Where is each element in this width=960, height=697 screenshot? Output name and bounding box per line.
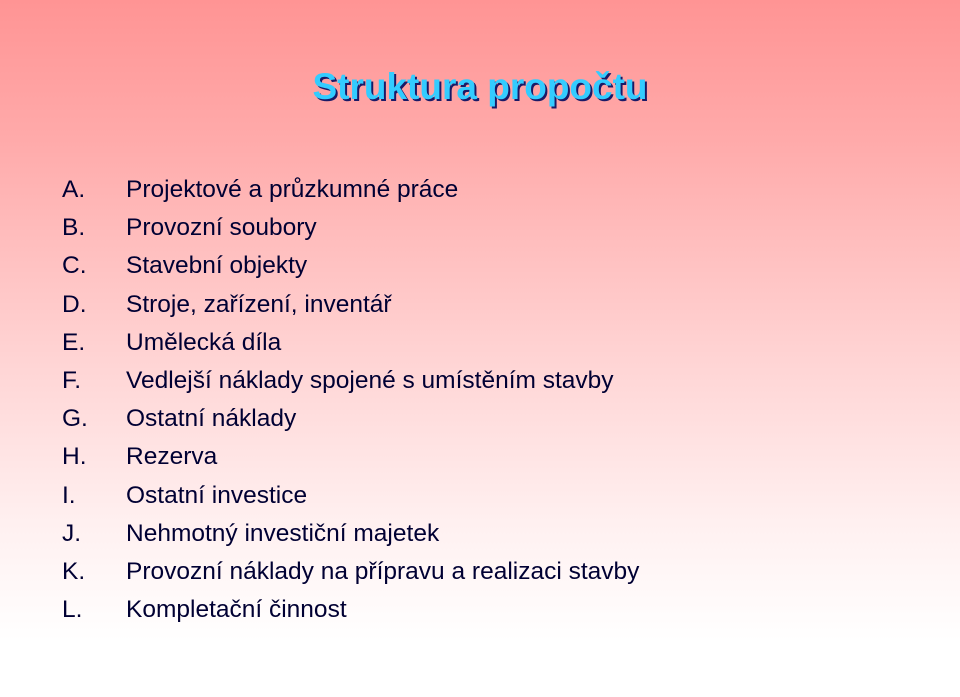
slide-title: Struktura propočtu — [312, 66, 648, 107]
list-item-letter: J. — [62, 519, 82, 547]
list-item-text: Provozní náklady na přípravu a realizaci stavby — [126, 557, 640, 585]
list-item-text: Ostatní investice — [126, 481, 308, 509]
list-item-letter: L. — [62, 596, 83, 624]
list-item-text: Provozní soubory — [126, 214, 317, 242]
list-item — [62, 171, 639, 209]
structure-list — [62, 171, 639, 629]
list-item — [62, 591, 639, 629]
list-item — [62, 324, 639, 362]
list-item-letter: H. — [62, 443, 87, 471]
list-item-text: Stroje, zařízení, inventář — [126, 290, 392, 318]
list-item-letter: K. — [62, 557, 86, 585]
list-item-letter: G. — [62, 405, 88, 433]
list-item-text: Nehmotný investiční majetek — [126, 519, 440, 547]
list-item-text: Projektové a průzkumné práce — [126, 176, 459, 204]
list-item — [62, 477, 639, 515]
list-item — [62, 438, 639, 476]
list-item-letter: E. — [62, 328, 86, 356]
list-item — [62, 286, 639, 324]
list-item — [62, 209, 639, 247]
list-item-letter: A. — [62, 176, 86, 204]
list-item-text: Ostatní náklady — [126, 405, 297, 433]
list-item — [62, 553, 639, 591]
list-item — [62, 362, 639, 400]
list-item-letter: C. — [62, 252, 87, 280]
list-item-text: Umělecká díla — [126, 328, 282, 356]
list-item — [62, 400, 639, 438]
list-item-letter: D. — [62, 290, 87, 318]
list-item-letter: B. — [62, 214, 86, 242]
list-item-text: Stavební objekty — [126, 252, 308, 280]
list-item-text: Rezerva — [126, 443, 218, 471]
list-item-text: Vedlejší náklady spojené s umístěním stavby — [126, 367, 614, 395]
list-item — [62, 515, 639, 553]
list-item-letter: I. — [62, 481, 76, 509]
list-item-text: Kompletační činnost — [126, 596, 347, 624]
list-item-letter: F. — [62, 367, 82, 395]
list-item — [62, 247, 639, 285]
